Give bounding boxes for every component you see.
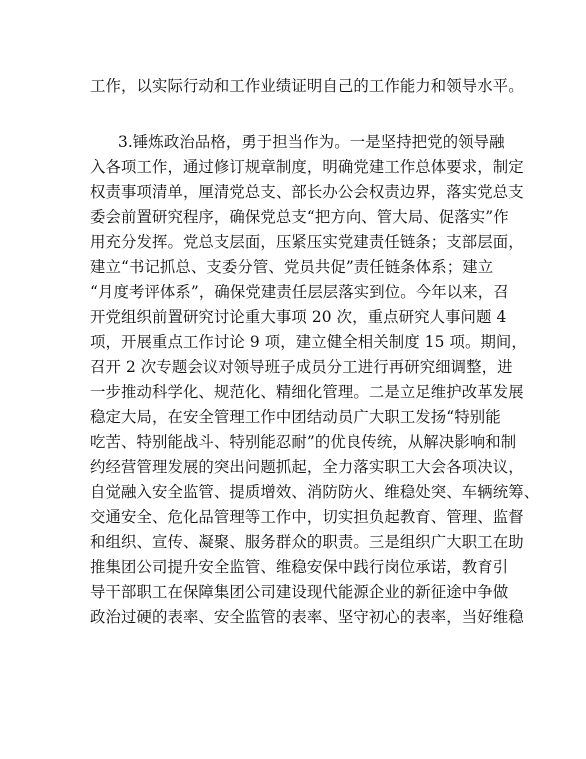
- text-line: 吃苦、特别能战斗、特别能忍耐”的优良传统，从解决影响和制: [90, 433, 517, 451]
- text-line: 开党组织前置研究讨论重大事项 20 次，重点研究人事问题 4: [90, 308, 507, 326]
- text-line: 入各项工作，通过修订规章制度，明确党建工作总体要求，制定: [90, 158, 524, 176]
- paragraph-first-line: 3.锤炼政治品格，勇于担当作为。一是坚持把党的领导融: [118, 133, 505, 151]
- text-line: 政治过硬的表率、安全监管的表率、坚守初心的表率，当好维稳: [90, 608, 524, 626]
- text-line: 一步推动科学化、规范化、精细化管理。二是立足维护改革发展: [90, 383, 524, 401]
- text-line: 自觉融入安全监管、提质增效、消防防火、维稳处突、车辆统筹、: [90, 483, 540, 501]
- text-line: 推集团公司提升安全监管、维稳安保中践行岗位承诺，教育引: [90, 558, 509, 576]
- text-line: 稳定大局，在安全管理工作中团结动员广大职工发扬“特别能: [90, 408, 501, 426]
- text-line: 召开 2 次专题会议对领导班子成员分工进行再研究细调整，进: [90, 358, 513, 376]
- text-line: 建立“书记抓总、支委分管、党员共促”责任链条体系；建立: [90, 258, 494, 276]
- text-line: 用充分发挥。党总支层面，压紧压实党建责任链条；支部层面，: [90, 233, 524, 251]
- text-line: 导干部职工在保障集团公司建设现代能源企业的新征途中争做: [90, 583, 509, 601]
- text-line: 和组织、宣传、凝聚、服务群众的职责。三是组织广大职工在助: [90, 533, 524, 551]
- text-line: 项，开展重点工作讨论 9 项，建立健全相关制度 15 项。期间，: [90, 333, 527, 351]
- text-line: 交通安全、危化品管理等工作中，切实担负起教育、管理、监督: [90, 508, 524, 526]
- text-line: 委会前置研究程序，确保党总支“把方向、管大局、促落实”作: [90, 208, 509, 226]
- text-line: “月度考评体系”，确保党建责任层层落实到位。今年以来，召: [90, 283, 509, 301]
- text-line: 权责事项清单，厘清党总支、部长办公会权责边界，落实党总支: [90, 183, 524, 201]
- text-line: 约经营管理发展的突出问题抓起，全力落实职工大会各项决议，: [90, 458, 524, 476]
- text-line: 工作，以实际行动和工作业绩证明自己的工作能力和领导水平。: [90, 77, 524, 95]
